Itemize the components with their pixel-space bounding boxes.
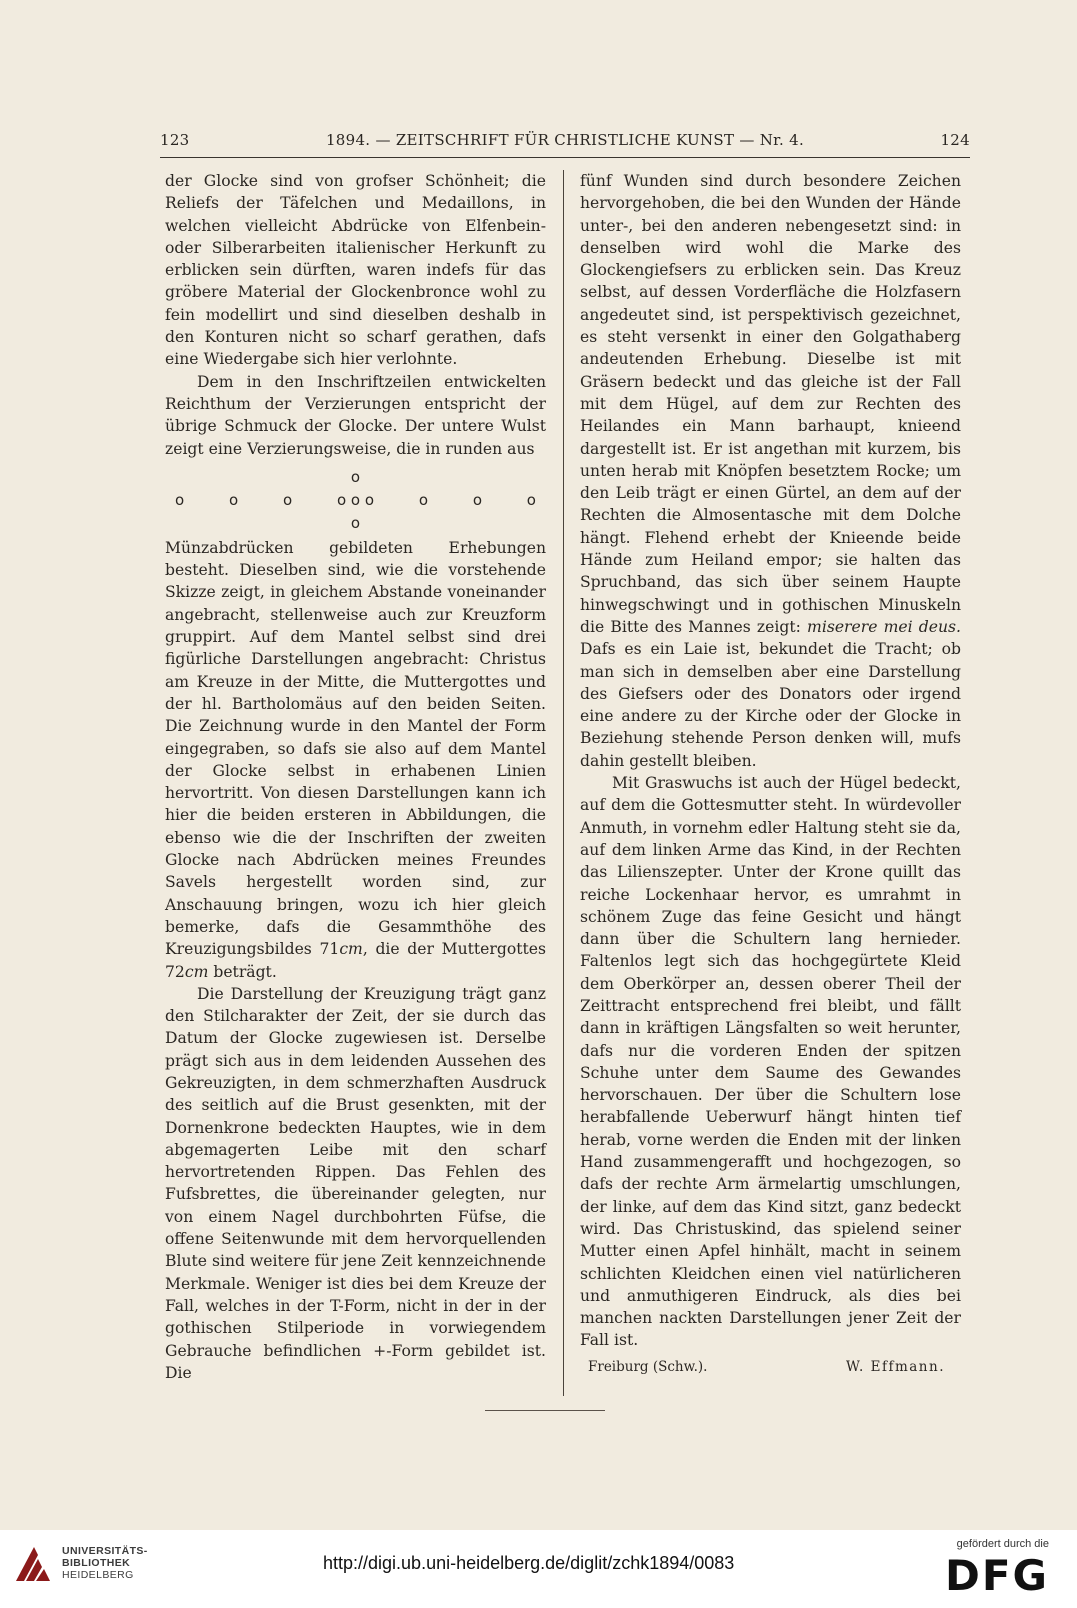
sketch-dot-group: o o o (336, 490, 375, 509)
end-rule (485, 1410, 605, 1411)
library-name (62, 1545, 148, 1581)
header-rule (160, 157, 970, 158)
sketch-dot: o (175, 490, 185, 509)
page-number-right: 124 (940, 131, 970, 149)
sketch-dot: o (472, 490, 482, 509)
sketch-dot: o (282, 490, 293, 509)
library-name-line: BIBLIOTHEK (62, 1557, 131, 1569)
paragraph (165, 537, 546, 983)
left-column (165, 170, 546, 1384)
right-column (580, 170, 961, 1378)
measure-unit: cm (339, 940, 363, 959)
footer-bar (0, 1530, 1077, 1608)
library-name-line: UNIVERSITÄTS- (62, 1545, 148, 1557)
sketch-dot: o (526, 490, 536, 509)
paragraph: der Glocke sind von grofser Schönheit; die Reliefs der Täfelchen und Medaillons, in welchen vielleicht Abdrücke von Elfenbein- oder Silberarbeiten italienischer Herkunft zu erblicken sein dürften, waren indefs für das gröbere Material der Glockenbronce wohl zu fein modellirt und sind dieselben deshalb in den Konturen nicht so scharf gerathen, dafs eine Wiedergabe sich hier verlohnte. (165, 172, 546, 369)
ornament-sketch (165, 466, 546, 535)
paragraph-text: fünf Wunden sind durch besondere Zeichen hervorgehoben, die bei den Wunden der Hände unter-, bei den anderen nebengesetzt sind: in denselben wird wohl die Marke des Glockengiefsers zu erblicken sein. Das Kreuz selbst, auf dessen Vorderfläche die Holzfasern angedeutet sind, ist perspektivisch gezeichnet, es steht versenkt in einer den Golgathaberg andeutenden Erhebung. Dieselbe ist mit Gräsern bedeckt und das gleiche ist der Fall mit dem Hügel, auf dem zur Rechten des Heilandes ein Mann barhaupt, knieend dargestellt ist. Er ist angethan mit kurzem, bis unten herab mit Knöpfen besetztem Rocke; um den Leib trägt er einen Gürtel, an dem auf der Rechten die Almosentasche mit dem Dolche hängt. Flehend erhebt der Knieende beide Hände zum Heiland empor; sie halten das Spruchband, das sich über seinem Haupte hinwegschwingt und in gothischen Minuskeln die Bitte des Mannes zeigt: (580, 172, 961, 636)
dfg-logo: DFG (944, 1551, 1049, 1600)
sketch-dot: o (228, 490, 239, 509)
sketch-dot: o (418, 490, 429, 509)
journal-title: 1894. — ZEITSCHRIFT FÜR CHRISTLICHE KUNST — Nr. 4. (325, 131, 805, 149)
latin-quote: miserere mei deus. (807, 617, 961, 636)
paragraph (580, 170, 961, 772)
measure-unit: cm (184, 962, 209, 981)
library-name-line: HEIDELBERG (62, 1569, 134, 1581)
sketch-row (165, 489, 546, 512)
measure-value: 71 (319, 940, 340, 959)
sketch-top-dot: o (350, 467, 361, 486)
paragraph-text: Münzabdrücken gebildeten Erhebungen besteht. Dieselben sind, wie die vorstehende Skizze zeigt, in gleichem Abstande voneinander angebracht, stellenweise auch zur Kreuzform gruppirt. Auf dem Mantel selbst sind drei figürliche Darstellungen angebracht: Christus am Kreuze in der Mitte, die Muttergottes und der hl. Bartholomäus auf den beiden Seiten. Die Zeichnung wurde in den Mantel der Form eingegraben, so dafs sie also auf dem Mantel der Glocke selbst in erhabenen Linien hervortritt. Von diesen Darstellungen kann ich hier die beiden ersteren in Abbildungen, die ebenso wie die der Inschriften der zweiten Glocke nach Abdrücken meines Freundes Savels hergestellt worden sind, zur Anschauung bringen, wozu ich hier gleich bemerke, dafs die Gesammthöhe des Kreuzigungsbildes (165, 538, 546, 959)
author: W. Effmann. (846, 1358, 945, 1375)
funded-by-label: gefördert durch die (956, 1538, 1049, 1550)
running-header (160, 131, 970, 153)
measure-value: 72 (165, 962, 185, 981)
paragraph-text: beträgt. (213, 962, 277, 981)
signature-line (580, 1356, 961, 1378)
paragraph: Die Darstellung der Kreuzigung trägt ganz den Stilcharakter der Zeit, der sie durch das Datum der Glocke zugewiesen ist. Derselbe prägt sich aus in dem leidenden Aussehen des Gekreuzigten, in dem schmerzhaften Ausdruck des seitlich auf die Brust gesenkten, mit der Dornenkrone bedeckten Hauptes, wie in dem abgemagerten Leibe mit den scharf hervortretenden Rippen. Das Fehlen des Fufsbrettes, die übereinander gelegten, nur von einem Nagel durchbohrten Füfse, die offene Seitenwunde mit dem hervorquellenden Blute sind weitere für jene Zeit kennzeichnende Merkmale. Weniger ist dies bei dem Kreuze der Fall, welches in der T-Form, nicht in der in der gothischen Stilperiode in vorwiegendem Gebrauche befindlichen +-Form gebildet ist. Die (165, 984, 546, 1382)
paragraph: Dem in den Inschriftzeilen entwickelten Reichthum der Verzierungen entspricht der übrige Schmuck der Glocke. Der untere Wulst zeigt eine Verzierungsweise, die in runden aus (165, 372, 546, 458)
university-library-logo-icon (14, 1541, 52, 1583)
place: Freiburg (Schw.). (588, 1358, 708, 1375)
paragraph-text: Dafs es ein Laie ist, bekundet die Tracht; ob man sich in demselben aber eine Darstellung des Giefsers oder des Donators oder irgend eine andere zu der Kirche oder der Glocke in Beziehung stehende Person denken will, mufs dahin gestellt bleiben. (580, 640, 961, 770)
paragraph-text: , die der Muttergottes (362, 940, 546, 959)
column-divider (563, 170, 564, 1396)
source-url-link[interactable]: http://digi.ub.uni-heidelberg.de/diglit/zchk1894/0083 (323, 1553, 735, 1573)
paragraph: Mit Graswuchs ist auch der Hügel bedeckt, auf dem die Gottesmutter steht. In würdevoller Anmuth, in vornehm edler Haltung steht sie da, auf dem linken Arme das Kind, in der Rechten das Lilienszepter. Unter der Krone quillt das reiche Lockenhaar hervor, es umrahmt in schönem Zuge das feine Gesicht und hängt dann über die Schultern lang hernieder. Faltenlos legt sich das hochgegürtete Kleid dem Oberkörper an, dessen oberer Theil der Zeittracht entsprechend frei bleibt, und fällt dann in kräftigen Längsfalten so weit herunter, dafs nur die vorderen Enden der spitzen Schuhe unter dem Saume des Gewandes hervorschauen. Der über die Schultern lose herabfallende Ueberwurf hängt hinten tief herab, vorne werden die Enden mit der linken Hand zusammengerafft und hochgezogen, so dafs der rechte Arm ärmelartig umschlungen, der linke, auf dem das Kind sitzt, ganz bedeckt wird. Das Christuskind, das spielend seiner Mutter einen Apfel hinhält, macht in seinem schlichten Kleidchen einen viel natürlicheren und anmuthigeren Eindruck, als dies bei manchen nackten Darstellungen jener Zeit der Fall ist. (580, 774, 961, 1350)
sketch-bottom-dot: o (350, 513, 361, 532)
page-number-left: 123 (160, 131, 190, 149)
